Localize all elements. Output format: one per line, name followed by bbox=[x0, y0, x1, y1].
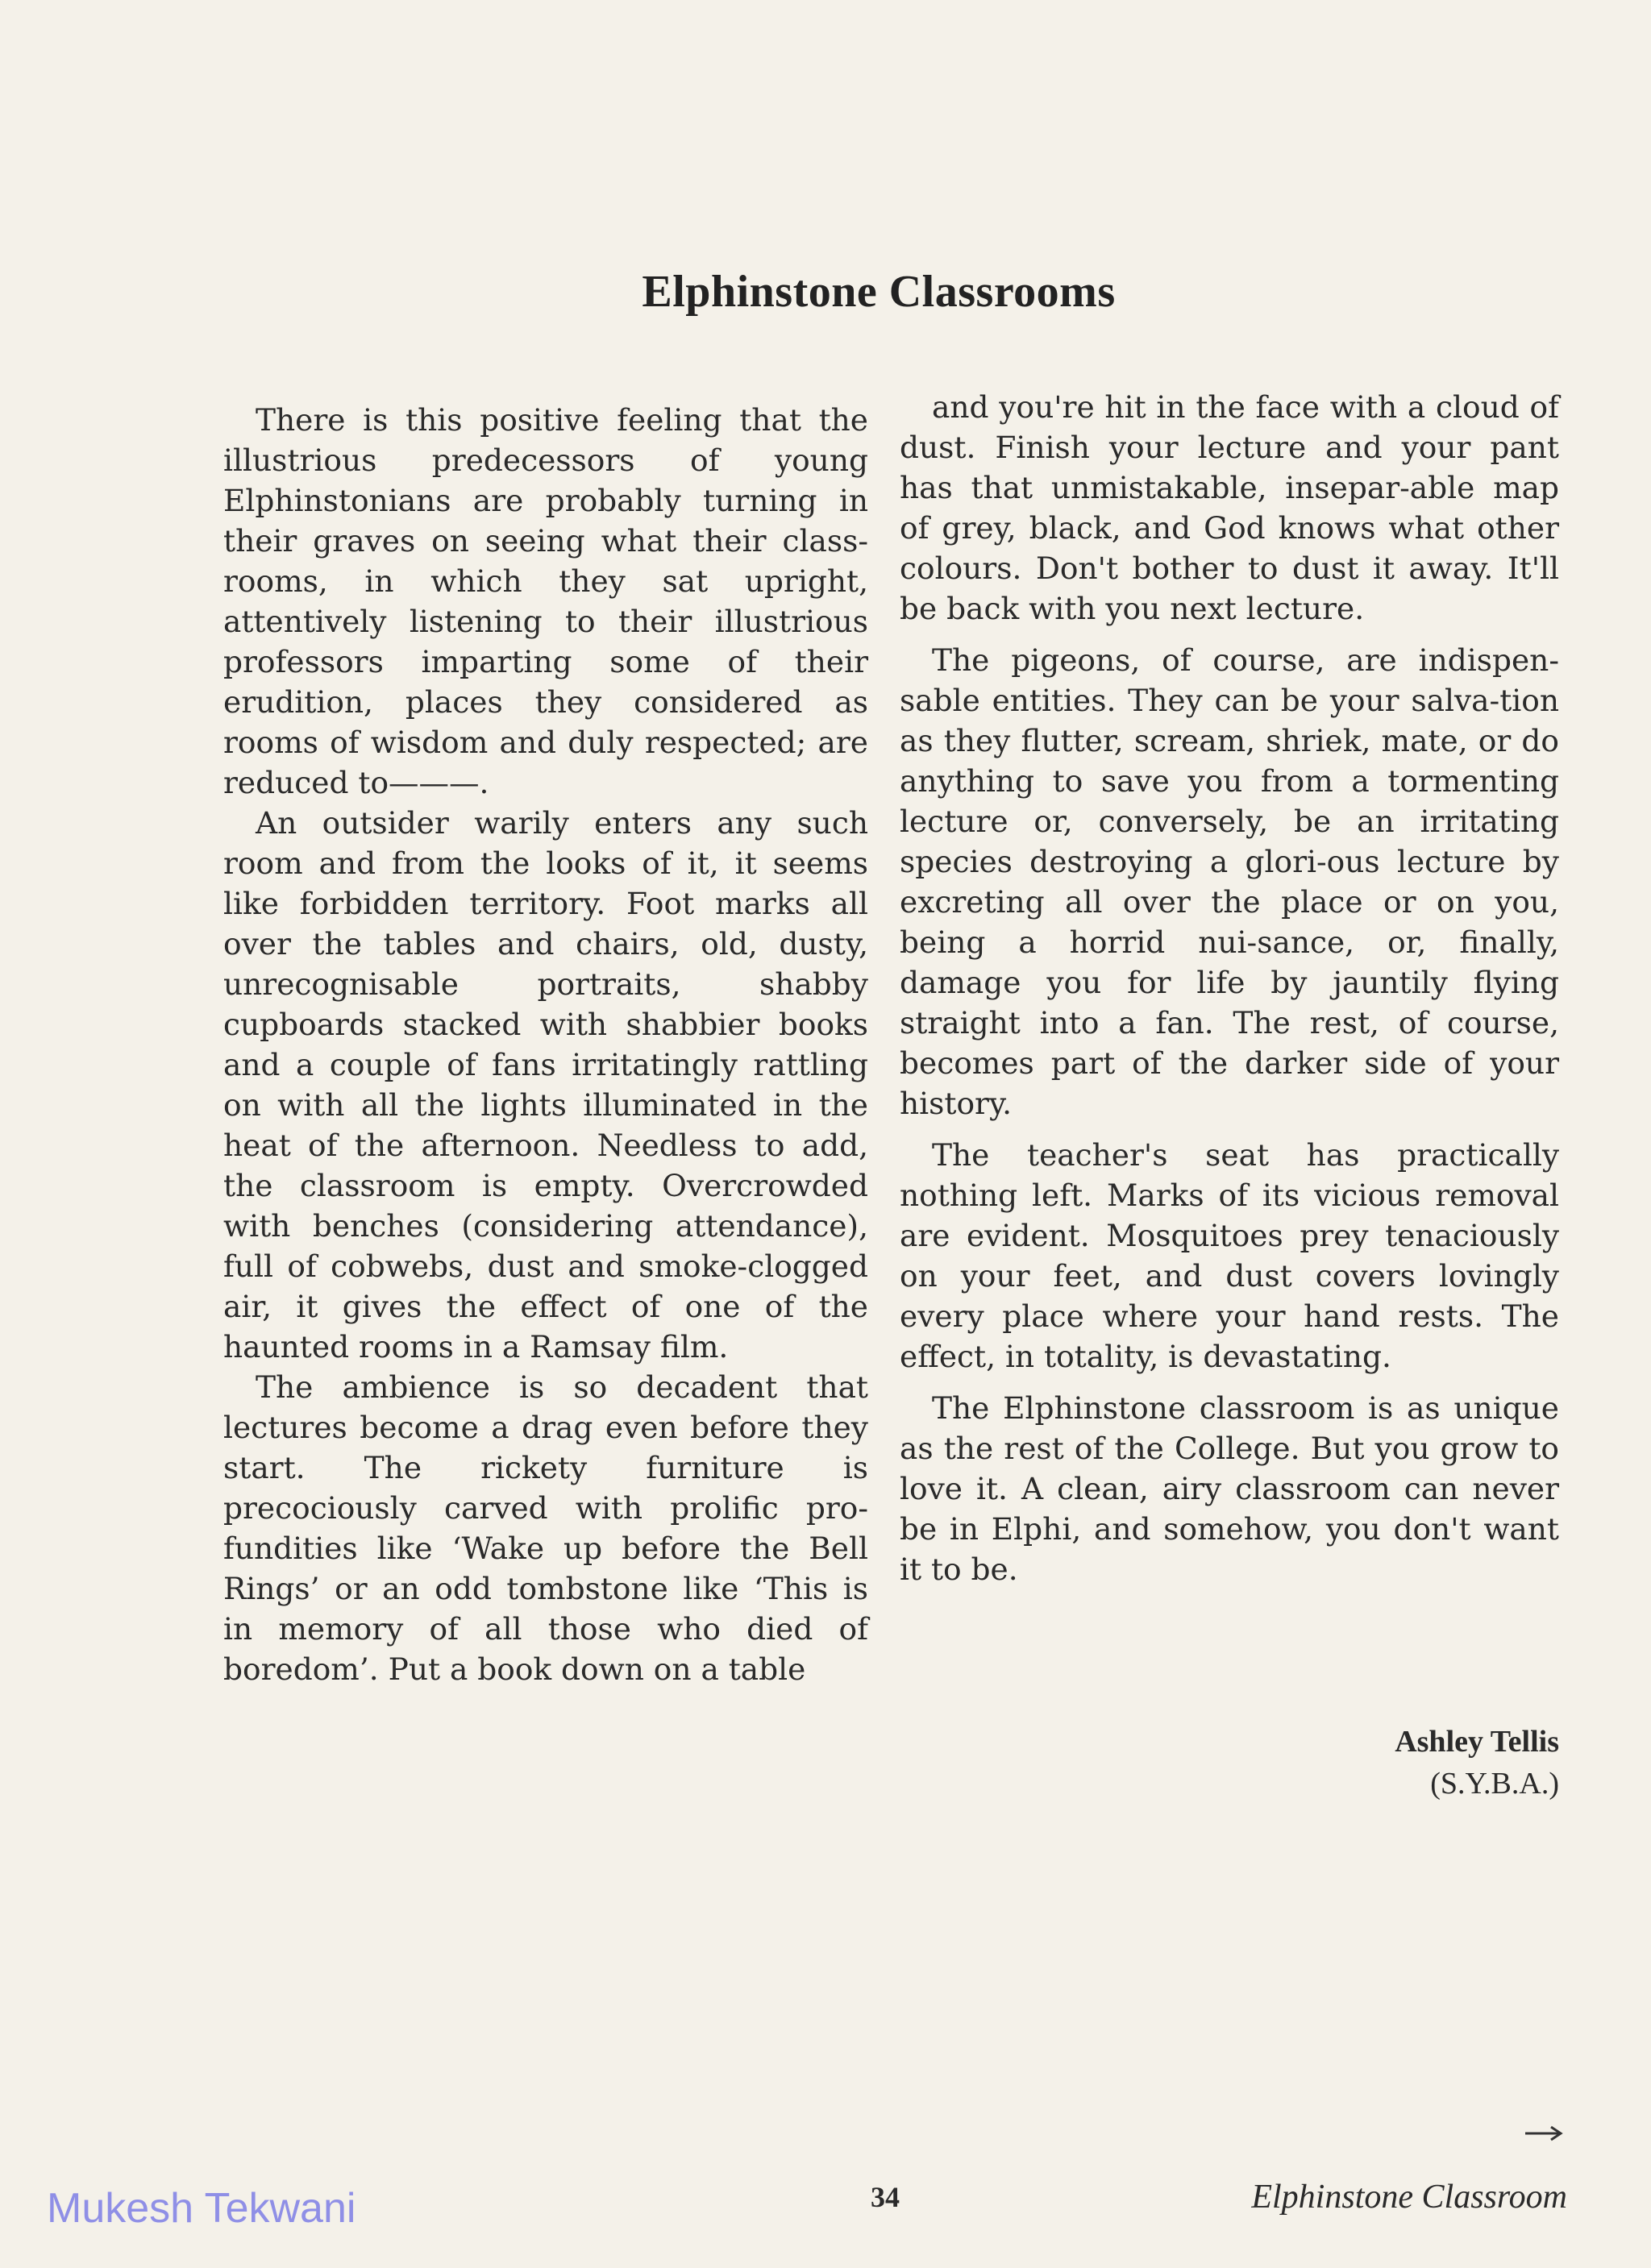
right-arrow-icon bbox=[1524, 2121, 1564, 2145]
paragraph: There is this positive feeling that the illustrious predecessors of young Elphinstonians are probably turning in their graves on seeing what their class-rooms, in which they sat upright, attentively listening to their illustrious professors imparting some of their erudition, places they considered as rooms of wisdom and duly respected; are reduced to———. bbox=[223, 402, 868, 800]
author-name: Ashley Tellis bbox=[1395, 1725, 1559, 1759]
watermark: Mukesh Tekwani bbox=[47, 2185, 356, 2232]
author-class: (S.Y.B.A.) bbox=[1430, 1767, 1559, 1801]
running-title: Elphinstone Classroom bbox=[1251, 2179, 1567, 2216]
article-title: Elphinstone Classrooms bbox=[642, 267, 1116, 317]
paragraph: An outsider warily enters any such room and from the looks of it, it seems like forbidden territory. Foot marks all over the tables and chairs, old, dusty, unrecognisable portraits, shabby cupboards stacked with shabbier books and a couple of fans irritatingly rattling on with all the lights illuminated in the heat of the afternoon. Needless to add, the classroom is empty. Overcrowded with benches (considering attendance), full of cobwebs, dust and smoke-clogged air, it gives the effect of one of the haunted rooms in a Ramsay film. bbox=[223, 805, 868, 1365]
paragraph: and you're hit in the face with a cloud of dust. Finish your lecture and your pant has that unmistakable, insepar-able map of grey, black, and God knows what other colours. Don't bother to dust it away. It'll be back with you next lecture. bbox=[900, 389, 1559, 626]
author-signature bbox=[1209, 1721, 1559, 1805]
paragraph: The ambience is so decadent that lectures become a drag even before they start. The rickety furniture is precociously carved with prolific pro-fundities like ‘Wake up before the Bell Rings’ or an odd tombstone like ‘This is in memory of all those who died of boredom’. Put a book down on a table bbox=[223, 1369, 868, 1687]
paragraph: The teacher's seat has practically nothing left. Marks of its vicious removal are evident. Mosquitoes prey tenaciously on your feet, and dust covers lovingly every place where your hand rests. The effect, in totality, is devastating. bbox=[900, 1137, 1559, 1374]
left-column bbox=[223, 400, 868, 1689]
page-number: 34 bbox=[871, 2181, 900, 2213]
paragraph: The Elphinstone classroom is as unique as the rest of the College. But you grow to love it. A clean, airy classroom can never be in Elphi, and somehow, you don't want it to be. bbox=[900, 1390, 1559, 1587]
paragraph: The pigeons, of course, are indispen-sable entities. They can be your salva-tion as they flutter, scream, shriek, mate, or do anything to save you from a tormenting lecture or, conversely, be an irritating species destroying a glori-ous lecture by excreting all over the place or on you, being a horrid nui-sance, or, finally, damage you for life by jauntily flying straight into a fan. The rest, of course, becomes part of the darker side of your history. bbox=[900, 642, 1559, 1121]
right-column bbox=[900, 387, 1559, 1589]
